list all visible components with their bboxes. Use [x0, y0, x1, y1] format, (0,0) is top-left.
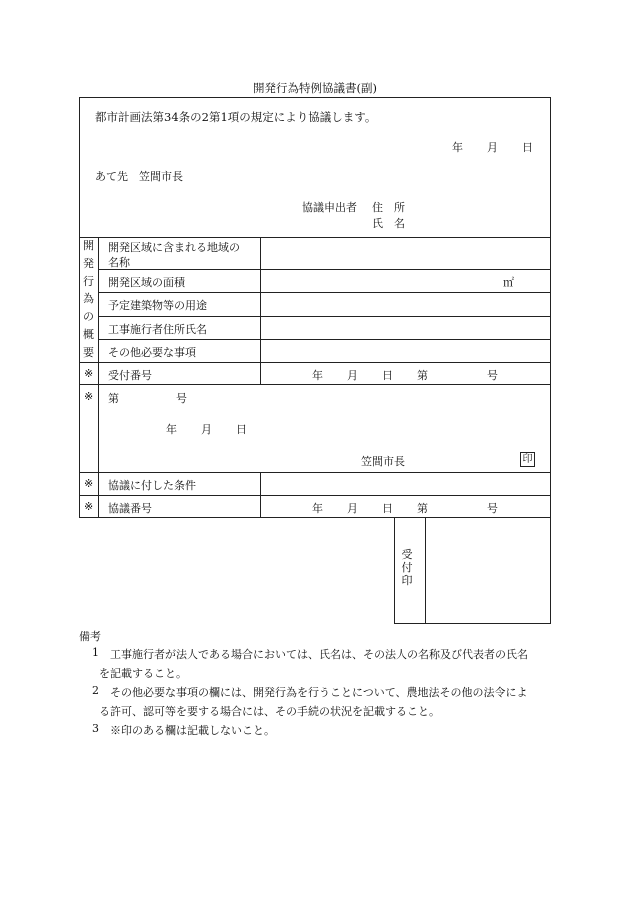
number-year: 年	[312, 502, 323, 515]
decision-go: 号	[176, 392, 187, 405]
header-day: 日	[522, 141, 533, 154]
rule-mark-col-2	[98, 384, 99, 472]
rule-header-bottom	[79, 237, 551, 238]
seal-box: 印	[520, 452, 535, 467]
intro-text: 都市計画法第34条の2第1項の規定により協議します。	[95, 110, 377, 124]
addressee: あて先 笠間市長	[95, 170, 183, 183]
document-title: 開発行為特例協議書(副)	[253, 81, 377, 95]
header-month: 月	[487, 141, 498, 154]
rule-row-3	[98, 316, 551, 317]
row-label-area-size: 開発区域の面積	[108, 276, 185, 289]
mark-decision: ※	[84, 390, 94, 403]
mark-reception: ※	[84, 367, 94, 380]
applicant-name-label: 氏 名	[372, 217, 405, 230]
row-label-contractor: 工事施行者住所氏名	[108, 323, 207, 336]
reception-label: 受付番号	[108, 369, 152, 382]
decision-dai: 第	[108, 392, 119, 405]
number-go: 号	[487, 502, 498, 515]
note-3-number: 3	[92, 722, 99, 735]
rule-section-col	[98, 237, 99, 362]
rule-row-4	[98, 339, 551, 340]
row-label-other: その他必要な事項	[108, 346, 196, 359]
decision-day: 日	[236, 423, 247, 436]
header-year: 年	[452, 141, 463, 154]
reception-day: 日	[382, 369, 393, 382]
row-label-area-name-2: 名称	[108, 256, 130, 269]
applicant-address-label: 住 所	[372, 201, 405, 214]
rule-row-1	[98, 269, 551, 270]
reception-month: 月	[347, 369, 358, 382]
stamp-box-divider	[425, 518, 426, 623]
decision-mayor: 笠間市長	[361, 455, 405, 468]
reception-year: 年	[312, 369, 323, 382]
number-dai: 第	[417, 502, 428, 515]
rule-mark-col-1	[98, 362, 99, 384]
reception-stamp-label: 受 付 印	[401, 548, 413, 587]
stamp-box-bottom	[394, 623, 551, 624]
reception-dai: 第	[417, 369, 428, 382]
rule-label-col-bottom	[260, 472, 261, 518]
decision-year: 年	[166, 423, 177, 436]
rule-row-2	[98, 292, 551, 293]
number-month: 月	[347, 502, 358, 515]
row-label-area-name: 開発区域に含まれる地域の	[108, 241, 240, 254]
rule-mark-col-3	[98, 472, 99, 518]
area-unit: ㎡	[503, 276, 514, 289]
mark-number: ※	[84, 500, 94, 513]
note-2-number: 2	[92, 684, 99, 697]
decision-month: 月	[201, 423, 212, 436]
stamp-box-right	[550, 518, 551, 623]
conditions-label: 協議に付した条件	[108, 479, 196, 492]
note-1-line-1: 工事施行者が法人である場合においては、氏名は、その法人の名称及び代表者の氏名	[110, 648, 528, 661]
note-3-line-1: ※印のある欄は記載しないこと。	[110, 724, 275, 737]
note-2-line-1: その他必要な事項の欄には、開発行為を行うことについて、農地法その他の法令によ	[110, 686, 528, 699]
rule-row-8	[79, 495, 551, 496]
note-1-number: 1	[92, 646, 99, 659]
rule-row-6	[79, 384, 551, 385]
mark-conditions: ※	[84, 477, 94, 490]
rule-row-7	[79, 472, 551, 473]
notes-heading: 備考	[79, 630, 101, 643]
note-1-line-2: を記載すること。	[99, 667, 187, 680]
rule-label-col-top	[260, 237, 261, 384]
stamp-box-left	[394, 518, 395, 623]
number-day: 日	[382, 502, 393, 515]
number-label: 協議番号	[108, 502, 152, 515]
row-label-usage: 予定建築物等の用途	[108, 299, 207, 312]
applicant-label: 協議申出者	[302, 201, 357, 214]
rule-row-5	[79, 362, 551, 363]
note-2-line-2: る許可、認可等を要する場合には、その手続の状況を記載すること。	[99, 705, 440, 718]
reception-go: 号	[487, 369, 498, 382]
section-label-overview: 開 発 行 為 の 概 要	[83, 239, 94, 359]
